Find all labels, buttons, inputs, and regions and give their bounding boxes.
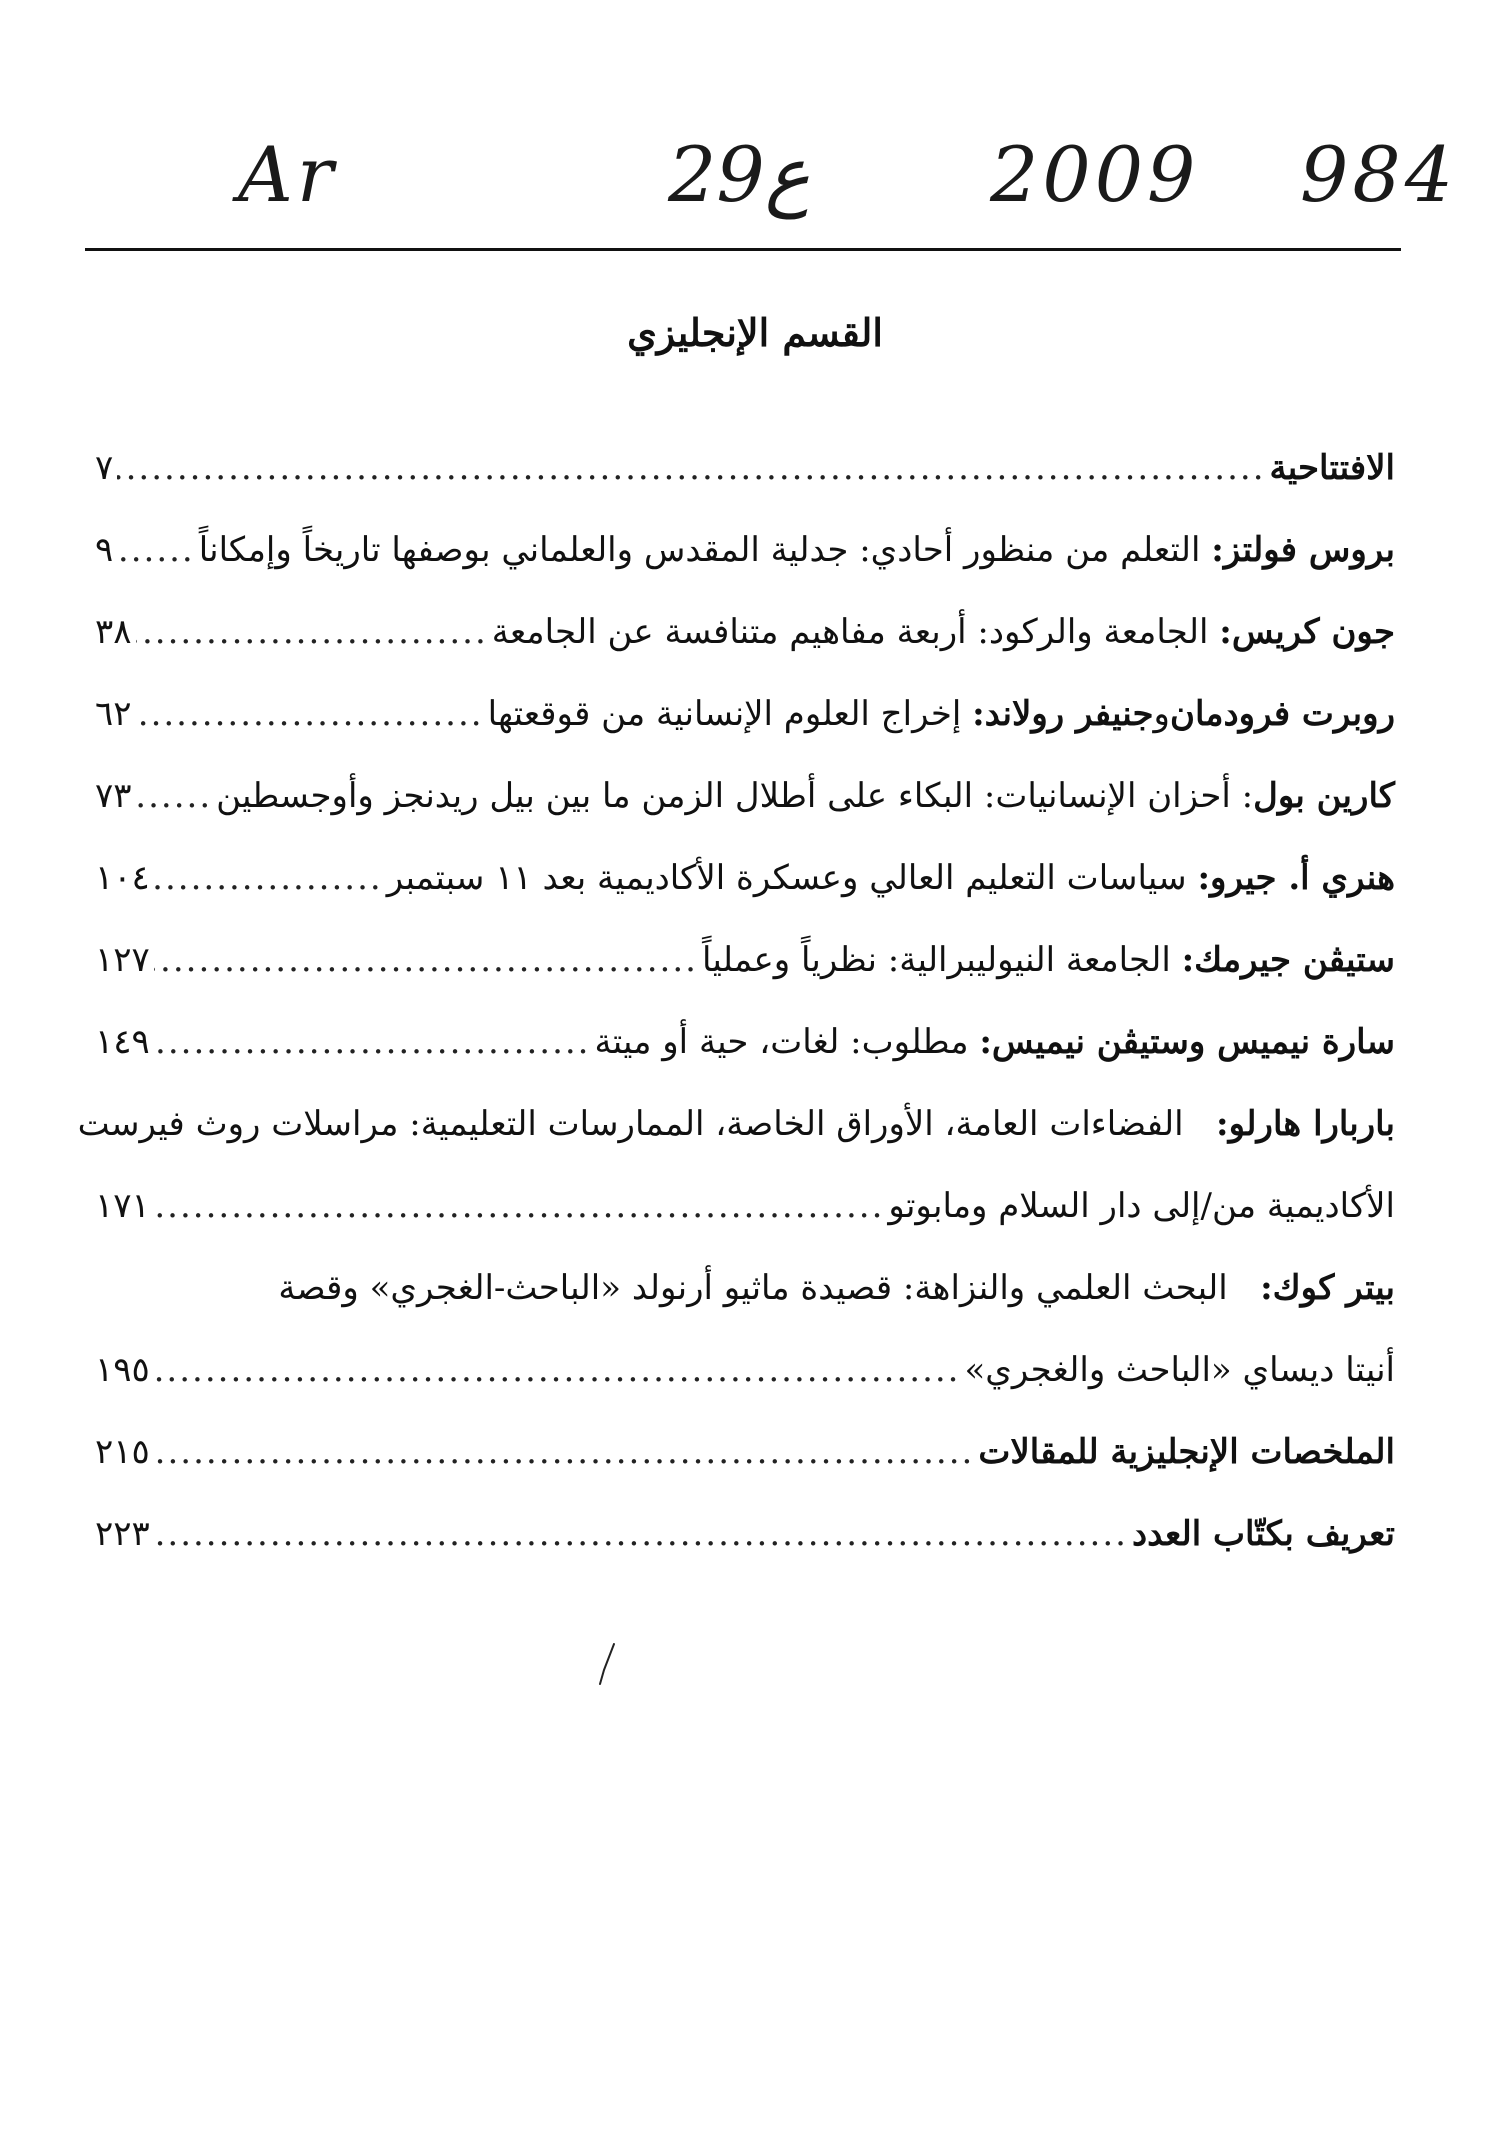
toc-page-number: ٢٢٣: [95, 1514, 150, 1554]
toc-entry: [95, 694, 1395, 776]
toc-entry-title: : أحزان الإنسانيات: البكاء على أطلال الزمن ما بين بيل ريدنجز وأوجسطين: [216, 776, 1254, 816]
pen-stroke-mark: [592, 1640, 622, 1690]
toc-author: روبرت فرودمان: [1169, 694, 1395, 734]
toc-entry-title: التعلم من منظور أحادي: جدلية المقدس والعلماني بوصفها تاريخاً وإمكاناً: [198, 530, 1201, 570]
toc-entry-title: الافتتاحية: [1269, 448, 1395, 488]
leader-dots: [154, 1432, 975, 1472]
toc-page-number: ١٢٧: [95, 940, 150, 980]
toc-entry-line: [95, 1268, 1395, 1350]
toc-page-number: ١٩٥: [95, 1350, 150, 1390]
toc-entry: [95, 1022, 1395, 1104]
toc-entry-title: أنيتا ديساي «الباحث والغجري»: [964, 1350, 1395, 1390]
toc-author: سارة نيميس وستيڤن نيميس:: [979, 1022, 1395, 1062]
toc-author: هنري أ. جيرو:: [1197, 858, 1395, 898]
toc-entry: [95, 612, 1395, 694]
header-rule: [85, 248, 1401, 251]
toc-author-conjunction: و: [1153, 694, 1170, 734]
leader-dots: [117, 530, 194, 570]
toc-page-number: ٩: [95, 530, 114, 570]
toc-entry-title: إخراج العلوم الإنسانية من قوقعتها: [487, 694, 962, 734]
section-title: القسم الإنجليزي: [627, 310, 883, 355]
leader-dots: [117, 448, 1265, 488]
leader-dots: [154, 1350, 961, 1390]
toc-entry: [95, 776, 1395, 858]
table-of-contents: [77, 448, 1395, 1596]
toc-page-number: ٧٣: [95, 776, 132, 816]
toc-entry-title: سياسات التعليم العالي وعسكرة الأكاديمية بعد ١١ سبتمبر: [386, 858, 1187, 898]
leader-dots: [136, 776, 213, 816]
toc-author: بروس فولتز:: [1211, 530, 1395, 570]
toc-page-number: ٣٨: [95, 612, 132, 652]
toc-entry: [95, 858, 1395, 940]
handwritten-code-ar: Ar: [238, 130, 338, 219]
leader-dots: [154, 1514, 1128, 1554]
toc-entry: [95, 940, 1395, 1022]
toc-page-number: ١٧١: [95, 1186, 150, 1226]
toc-entry-title: مطلوب: لغات، حية أو ميتة: [594, 1022, 969, 1062]
toc-entry-title: الأكاديمية من/إلى دار السلام ومابوتو: [888, 1186, 1395, 1226]
toc-page-number: ٧: [95, 448, 114, 488]
leader-dots: [136, 694, 484, 734]
leader-dots: [154, 1186, 885, 1226]
toc-entry-contributors: [95, 1514, 1395, 1596]
toc-entry-abstracts: [95, 1432, 1395, 1514]
toc-page-number: ٦٢: [95, 694, 132, 734]
toc-entry-title: الجامعة النيوليبرالية: نظرياً وعملياً: [701, 940, 1171, 980]
leader-dots: [154, 940, 698, 980]
toc-entry-continuation: [95, 1186, 1395, 1268]
handwritten-catalog-header: [0, 130, 1510, 250]
toc-page-number: ٢١٥: [95, 1432, 150, 1472]
toc-entry-title: الجامعة والركود: أربعة مفاهيم متنافسة عن الجامعة: [491, 612, 1209, 652]
handwritten-year: 2009: [990, 130, 1200, 219]
toc-page-number: ١٠٤: [95, 858, 150, 898]
toc-author: ستيڤن جيرمك:: [1181, 940, 1395, 980]
toc-entry-title: البحث العلمي والنزاهة: قصيدة ماثيو أرنولد «الباحث-الغجري» وقصة: [278, 1268, 1228, 1308]
toc-entry-continuation: [95, 1350, 1395, 1432]
toc-author: كارين بول: [1253, 776, 1395, 816]
handwritten-number: 984: [1300, 130, 1458, 219]
toc-page-number: ١٤٩: [95, 1022, 150, 1062]
leader-dots: [154, 1022, 591, 1062]
toc-entry-title: تعريف بكتّاب العدد: [1131, 1514, 1395, 1554]
toc-author: بيتر كوك:: [1260, 1268, 1395, 1308]
toc-entry-title: الفضاءات العامة، الأوراق الخاصة، الممارسات التعليمية: مراسلات روث فيرست: [77, 1104, 1184, 1144]
handwritten-volume: 29ع: [668, 130, 811, 219]
toc-entry-title: الملخصات الإنجليزية للمقالات: [978, 1432, 1395, 1472]
toc-entry-opening: [95, 448, 1395, 530]
leader-dots: [154, 858, 383, 898]
toc-author: جون كريس:: [1219, 612, 1395, 652]
leader-dots: [136, 612, 488, 652]
toc-entry-line: [77, 1104, 1395, 1186]
toc-author: باربارا هارلو:: [1216, 1104, 1395, 1144]
toc-author: جنيفر رولاند:: [972, 694, 1154, 734]
toc-entry: [95, 530, 1395, 612]
